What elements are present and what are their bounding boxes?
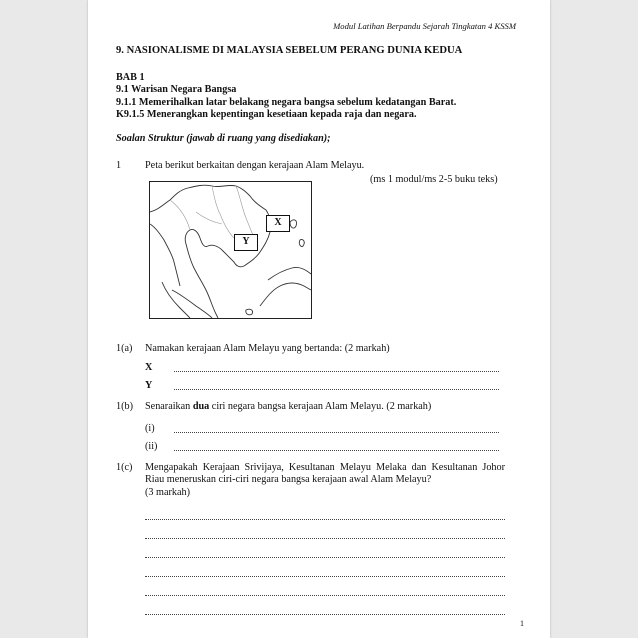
q1b-text-after: ciri negara bangsa kerajaan Alam Melayu. (2 markah): [209, 401, 432, 412]
q1c-number: 1(c): [116, 462, 133, 473]
answer-line-c3[interactable]: [145, 557, 505, 558]
map-figure: [149, 181, 312, 319]
q1b-label-ii: (ii): [145, 441, 158, 452]
answer-line-ii[interactable]: [174, 450, 499, 451]
instruction-text: Soalan Struktur (jawab di ruang yang disediakan);: [116, 133, 331, 144]
q1-reference: (ms 1 modul/ms 2-5 buku teks): [370, 174, 498, 185]
southeast-asia-map: [150, 182, 311, 318]
map-label-x: X: [266, 215, 290, 232]
page-number: 1: [520, 619, 524, 628]
q1a-number: 1(a): [116, 343, 133, 354]
q1a-label-x: X: [145, 362, 153, 373]
q1b-number: 1(b): [116, 401, 133, 412]
q1b-label-i: (i): [145, 423, 155, 434]
answer-line-c6[interactable]: [145, 614, 505, 615]
q1a-label-y: Y: [145, 380, 153, 391]
subtopic-heading: 9.1 Warisan Negara Bangsa: [116, 84, 237, 95]
answer-line-c1[interactable]: [145, 519, 505, 520]
worksheet-page: [88, 0, 550, 638]
q1a-text: Namakan kerajaan Alam Melayu yang bertanda: (2 markah): [145, 343, 390, 354]
q1c-text: Mengapakah Kerajaan Srivijaya, Kesultanan Melayu Melaka dan Kesultanan Johor Riau meneruskan ciri-ciri negara bangsa kerajaan awal Alam Melayu?: [145, 462, 505, 486]
answer-line-x[interactable]: [174, 371, 499, 372]
answer-line-y[interactable]: [174, 389, 499, 390]
objective-1: 9.1.1 Memerihalkan latar belakang negara bangsa sebelum kedatangan Barat.: [116, 97, 457, 108]
answer-line-c5[interactable]: [145, 595, 505, 596]
answer-line-i[interactable]: [174, 432, 499, 433]
q1-text: Peta berikut berkaitan dengan kerajaan Alam Melayu.: [145, 160, 365, 171]
q1b-text: [145, 401, 431, 412]
bab-label: BAB 1: [116, 72, 145, 83]
chapter-title: 9. NASIONALISME DI MALAYSIA SEBELUM PERANG DUNIA KEDUA: [116, 45, 463, 56]
answer-line-c2[interactable]: [145, 538, 505, 539]
answer-line-c4[interactable]: [145, 576, 505, 577]
map-label-y: Y: [234, 234, 258, 251]
q1c-marks: (3 markah): [145, 487, 190, 498]
page-header: Modul Latihan Berpandu Sejarah Tingkatan 4 KSSM: [333, 21, 516, 31]
q1b-text-before: Senaraikan: [145, 401, 193, 412]
q1b-text-bold: dua: [192, 401, 210, 412]
objective-2: K9.1.5 Menerangkan kepentingan kesetiaan kepada raja dan negara.: [116, 109, 417, 120]
q1-number: 1: [116, 160, 122, 171]
